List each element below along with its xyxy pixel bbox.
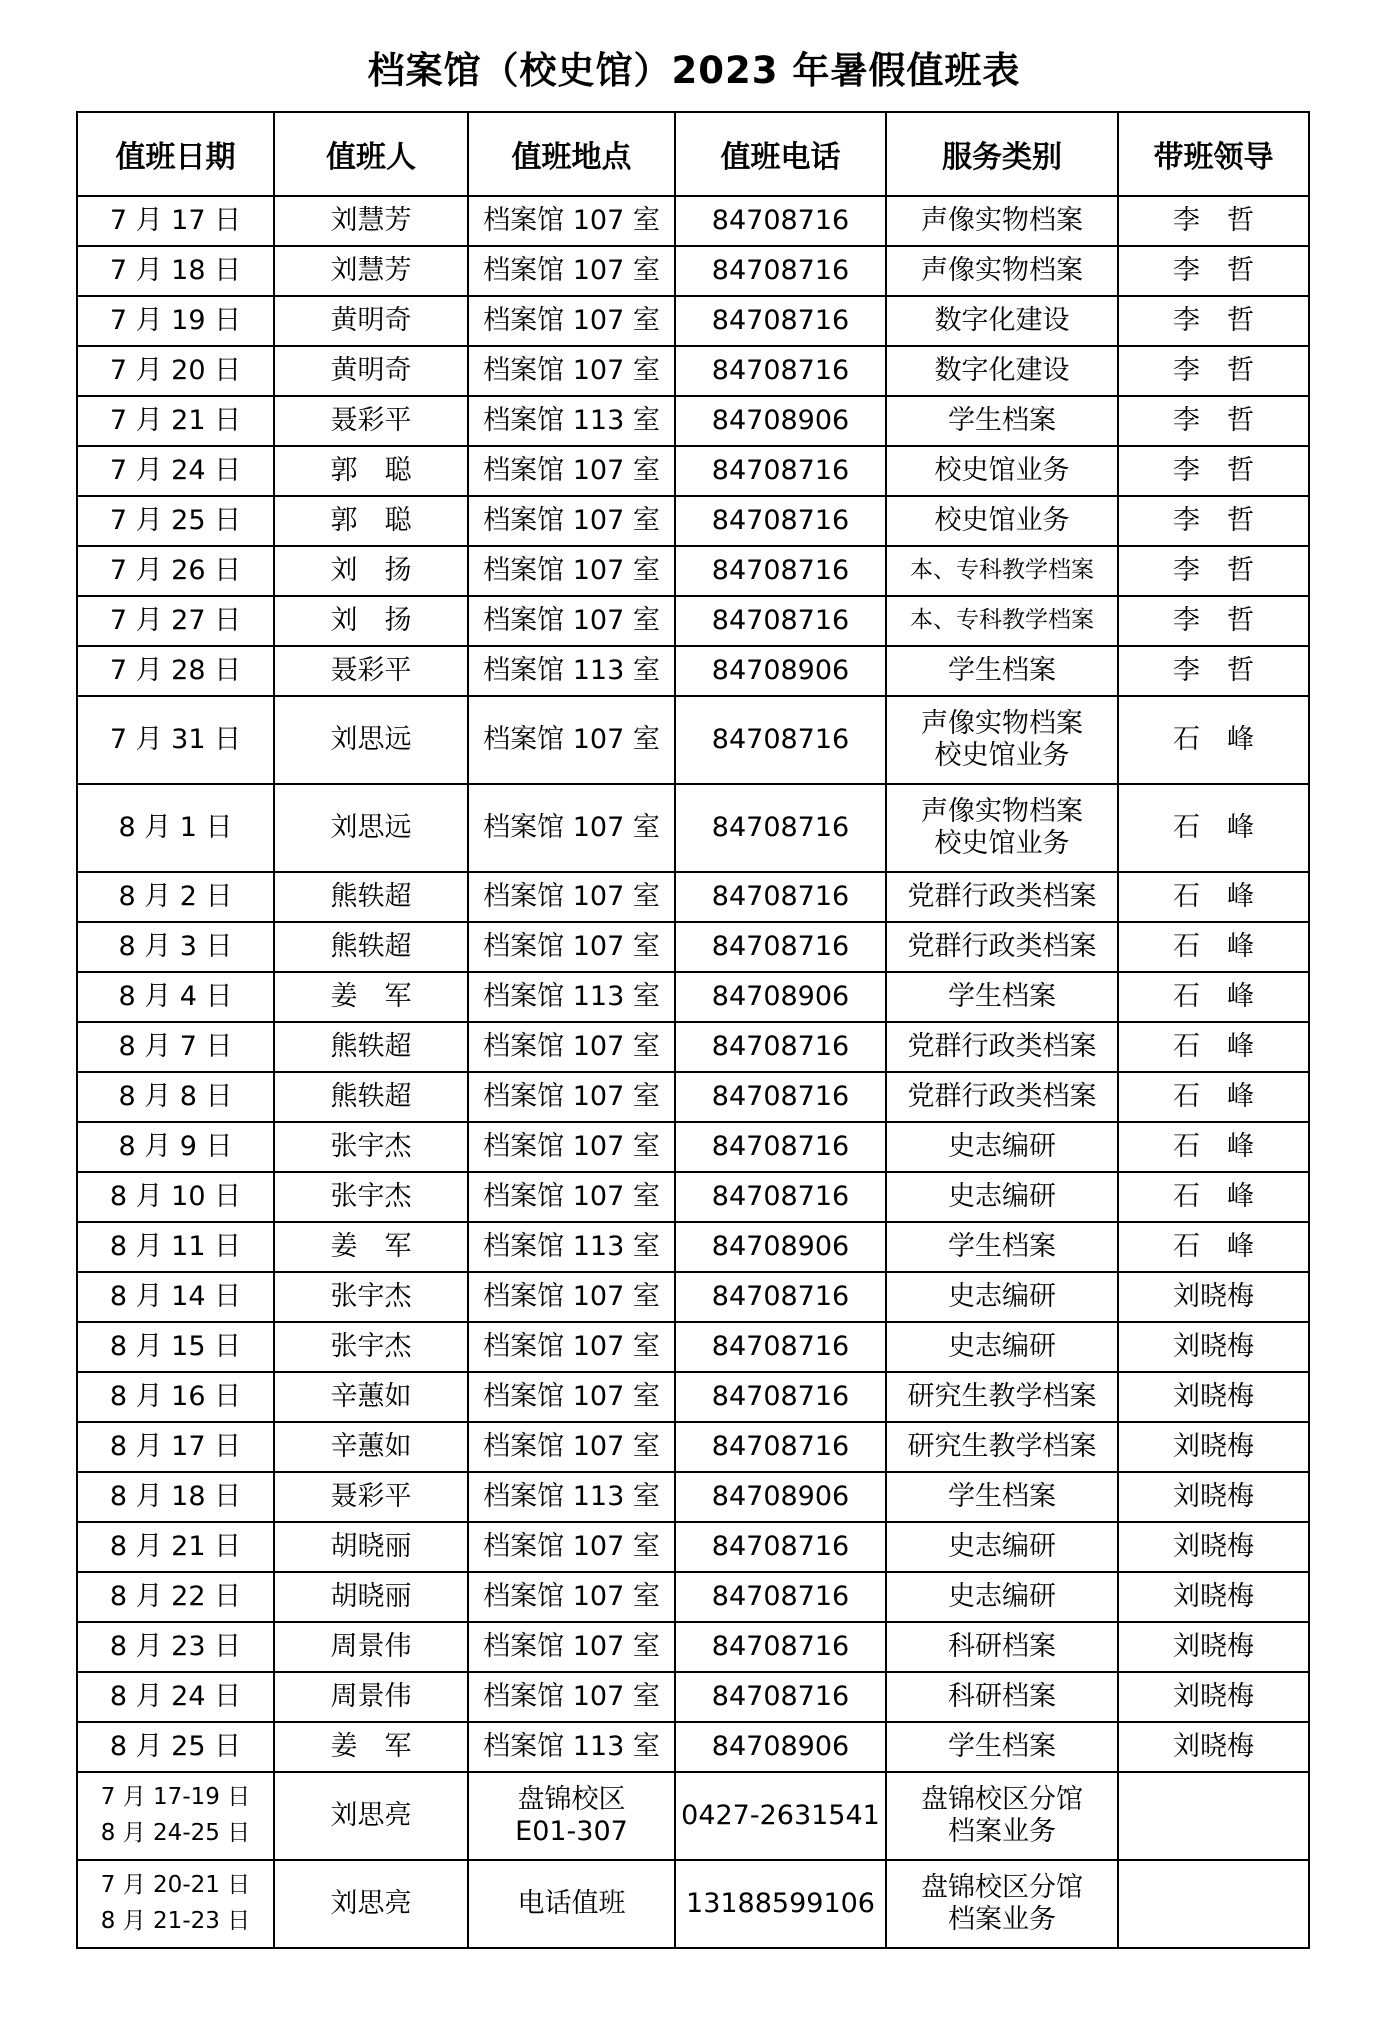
cell-category: 党群行政类档案 <box>886 872 1118 922</box>
cell-category: 学生档案 <box>886 396 1118 446</box>
cell-category: 党群行政类档案 <box>886 1022 1118 1072</box>
cell-location-line: 盘锦校区 <box>517 1784 626 1816</box>
table-row <box>77 1472 1309 1522</box>
cell-person: 姜 军 <box>274 972 468 1022</box>
cell-date: 8 月 10 日 <box>77 1172 274 1222</box>
cell-date: 8 月 2 日 <box>77 872 274 922</box>
header-leader: 带班领导 <box>1118 112 1309 196</box>
table-row <box>77 196 1309 246</box>
cell-location: 档案馆 107 室 <box>468 872 675 922</box>
cell-person: 熊轶超 <box>274 872 468 922</box>
cell-location: 电话值班 <box>468 1860 675 1948</box>
cell-location: 档案馆 107 室 <box>468 1672 675 1722</box>
cell-location: 档案馆 113 室 <box>468 972 675 1022</box>
cell-leader: 刘晓梅 <box>1118 1572 1309 1622</box>
cell-leader: 刘晓梅 <box>1118 1422 1309 1472</box>
cell-location: 档案馆 107 室 <box>468 1322 675 1372</box>
cell-category-line: 校史馆业务 <box>934 740 1070 771</box>
cell-category: 本、专科教学档案 <box>886 546 1118 596</box>
cell-person: 刘慧芳 <box>274 246 468 296</box>
cell-category: 校史馆业务 <box>886 446 1118 496</box>
cell-leader: 李 哲 <box>1118 646 1309 696</box>
header-location: 值班地点 <box>468 112 675 196</box>
cell-location: 档案馆 107 室 <box>468 1572 675 1622</box>
cell-category <box>886 1772 1118 1860</box>
cell-date: 7 月 26 日 <box>77 546 274 596</box>
cell-date-line: 7 月 17-19 日 <box>100 1784 251 1811</box>
cell-person: 刘 扬 <box>274 596 468 646</box>
cell-category: 学生档案 <box>886 972 1118 1022</box>
cell-phone: 0427-2631541 <box>675 1772 886 1860</box>
header-category: 服务类别 <box>886 112 1118 196</box>
cell-leader: 李 哲 <box>1118 496 1309 546</box>
table-header-row <box>77 112 1309 196</box>
cell-category: 史志编研 <box>886 1572 1118 1622</box>
cell-location: 档案馆 113 室 <box>468 1722 675 1772</box>
cell-location: 档案馆 107 室 <box>468 1372 675 1422</box>
cell-category: 史志编研 <box>886 1172 1118 1222</box>
cell-leader: 石 峰 <box>1118 1122 1309 1172</box>
table-row <box>77 1322 1309 1372</box>
cell-person: 刘 扬 <box>274 546 468 596</box>
cell-location: 档案馆 107 室 <box>468 446 675 496</box>
cell-phone: 84708716 <box>675 346 886 396</box>
table-row <box>77 972 1309 1022</box>
cell-phone: 84708716 <box>675 596 886 646</box>
cell-phone: 84708716 <box>675 196 886 246</box>
cell-leader: 李 哲 <box>1118 346 1309 396</box>
cell-person: 辛蕙如 <box>274 1422 468 1472</box>
cell-date: 8 月 17 日 <box>77 1422 274 1472</box>
table-row <box>77 1722 1309 1772</box>
cell-phone: 84708906 <box>675 646 886 696</box>
cell-category-line: 盘锦校区分馆 <box>921 1784 1083 1816</box>
cell-leader <box>1118 1860 1309 1948</box>
cell-location: 档案馆 107 室 <box>468 346 675 396</box>
table-row <box>77 646 1309 696</box>
cell-person: 周景伟 <box>274 1622 468 1672</box>
cell-date: 8 月 15 日 <box>77 1322 274 1372</box>
table-row <box>77 546 1309 596</box>
cell-location: 档案馆 107 室 <box>468 246 675 296</box>
cell-phone: 84708716 <box>675 872 886 922</box>
cell-leader: 刘晓梅 <box>1118 1322 1309 1372</box>
cell-category: 科研档案 <box>886 1672 1118 1722</box>
cell-phone: 84708906 <box>675 396 886 446</box>
cell-date: 7 月 24 日 <box>77 446 274 496</box>
cell-person: 黄明奇 <box>274 296 468 346</box>
cell-date: 7 月 18 日 <box>77 246 274 296</box>
cell-category: 学生档案 <box>886 1222 1118 1272</box>
cell-person: 刘思远 <box>274 784 468 872</box>
cell-date: 7 月 25 日 <box>77 496 274 546</box>
cell-category <box>886 696 1118 784</box>
table-row <box>77 1122 1309 1172</box>
cell-person: 熊轶超 <box>274 1022 468 1072</box>
cell-leader: 李 哲 <box>1118 446 1309 496</box>
cell-date-line: 7 月 20-21 日 <box>100 1872 251 1899</box>
cell-leader: 石 峰 <box>1118 696 1309 784</box>
cell-date: 8 月 24 日 <box>77 1672 274 1722</box>
cell-category-line: 档案业务 <box>948 1816 1056 1847</box>
cell-location: 档案馆 107 室 <box>468 1622 675 1672</box>
cell-date: 8 月 1 日 <box>77 784 274 872</box>
cell-location: 档案馆 107 室 <box>468 296 675 346</box>
cell-leader: 刘晓梅 <box>1118 1722 1309 1772</box>
cell-location: 档案馆 107 室 <box>468 1022 675 1072</box>
cell-phone: 84708716 <box>675 696 886 784</box>
cell-date-line: 8 月 24-25 日 <box>100 1820 251 1846</box>
cell-leader: 李 哲 <box>1118 546 1309 596</box>
cell-location <box>468 1772 675 1860</box>
cell-leader: 石 峰 <box>1118 1022 1309 1072</box>
cell-date: 8 月 18 日 <box>77 1472 274 1522</box>
cell-date: 8 月 14 日 <box>77 1272 274 1322</box>
cell-phone: 84708906 <box>675 1472 886 1522</box>
page-title: 档案馆（校史馆）2023 年暑假值班表 <box>367 49 1021 92</box>
cell-leader: 刘晓梅 <box>1118 1622 1309 1672</box>
cell-date: 8 月 21 日 <box>77 1522 274 1572</box>
cell-category: 声像实物档案 <box>886 246 1118 296</box>
cell-category: 声像实物档案 <box>886 196 1118 246</box>
duty-schedule-table <box>76 111 1310 1949</box>
cell-person: 刘思亮 <box>274 1772 468 1860</box>
cell-leader: 李 哲 <box>1118 246 1309 296</box>
cell-category-line: 校史馆业务 <box>934 828 1070 859</box>
cell-date: 8 月 11 日 <box>77 1222 274 1272</box>
cell-category: 科研档案 <box>886 1622 1118 1672</box>
cell-location: 档案馆 107 室 <box>468 596 675 646</box>
cell-person: 张宇杰 <box>274 1272 468 1322</box>
cell-location: 档案馆 107 室 <box>468 696 675 784</box>
cell-date: 8 月 8 日 <box>77 1072 274 1122</box>
cell-location: 档案馆 107 室 <box>468 1522 675 1572</box>
table-row <box>77 1572 1309 1622</box>
cell-phone: 84708716 <box>675 1672 886 1722</box>
cell-category-line: 声像实物档案 <box>921 796 1083 828</box>
table-row <box>77 296 1309 346</box>
cell-phone: 84708716 <box>675 1122 886 1172</box>
cell-leader: 刘晓梅 <box>1118 1672 1309 1722</box>
cell-location: 档案馆 113 室 <box>468 646 675 696</box>
cell-category: 史志编研 <box>886 1272 1118 1322</box>
cell-person: 姜 军 <box>274 1222 468 1272</box>
cell-category: 党群行政类档案 <box>886 922 1118 972</box>
cell-category: 学生档案 <box>886 1722 1118 1772</box>
cell-category: 研究生教学档案 <box>886 1422 1118 1472</box>
cell-location: 档案馆 113 室 <box>468 396 675 446</box>
cell-person: 郭 聪 <box>274 496 468 546</box>
cell-phone: 84708716 <box>675 1372 886 1422</box>
cell-leader: 李 哲 <box>1118 596 1309 646</box>
cell-location: 档案馆 107 室 <box>468 784 675 872</box>
table-row <box>77 396 1309 446</box>
cell-person: 周景伟 <box>274 1672 468 1722</box>
cell-leader: 李 哲 <box>1118 296 1309 346</box>
cell-date: 8 月 7 日 <box>77 1022 274 1072</box>
table-row <box>77 784 1309 872</box>
header-date: 值班日期 <box>77 112 274 196</box>
cell-category: 数字化建设 <box>886 346 1118 396</box>
cell-location: 档案馆 107 室 <box>468 1122 675 1172</box>
cell-leader: 石 峰 <box>1118 872 1309 922</box>
header-phone: 值班电话 <box>675 112 886 196</box>
cell-phone: 84708716 <box>675 784 886 872</box>
cell-category: 史志编研 <box>886 1122 1118 1172</box>
cell-phone: 84708906 <box>675 972 886 1022</box>
table-row <box>77 496 1309 546</box>
cell-location: 档案馆 107 室 <box>468 196 675 246</box>
table-row <box>77 872 1309 922</box>
table-row <box>77 1422 1309 1472</box>
cell-location: 档案馆 113 室 <box>468 1472 675 1522</box>
cell-person: 张宇杰 <box>274 1322 468 1372</box>
cell-category-line: 声像实物档案 <box>921 708 1083 740</box>
cell-leader: 石 峰 <box>1118 1072 1309 1122</box>
cell-person: 姜 军 <box>274 1722 468 1772</box>
header-person: 值班人 <box>274 112 468 196</box>
cell-category: 史志编研 <box>886 1322 1118 1372</box>
cell-date: 7 月 28 日 <box>77 646 274 696</box>
cell-date: 8 月 9 日 <box>77 1122 274 1172</box>
table-row <box>77 346 1309 396</box>
table-row <box>77 246 1309 296</box>
cell-category: 学生档案 <box>886 646 1118 696</box>
cell-location-line: E01-307 <box>515 1816 628 1847</box>
cell-phone: 84708716 <box>675 546 886 596</box>
table-row <box>77 446 1309 496</box>
cell-leader <box>1118 1772 1309 1860</box>
cell-category: 数字化建设 <box>886 296 1118 346</box>
cell-date: 7 月 21 日 <box>77 396 274 446</box>
cell-phone: 84708906 <box>675 1222 886 1272</box>
cell-location: 档案馆 107 室 <box>468 1422 675 1472</box>
cell-location: 档案馆 107 室 <box>468 922 675 972</box>
cell-person: 黄明奇 <box>274 346 468 396</box>
cell-date <box>77 1860 274 1948</box>
cell-person: 刘慧芳 <box>274 196 468 246</box>
cell-phone: 84708716 <box>675 446 886 496</box>
cell-date: 8 月 25 日 <box>77 1722 274 1772</box>
table-row <box>77 1222 1309 1272</box>
cell-date: 8 月 3 日 <box>77 922 274 972</box>
cell-date: 8 月 16 日 <box>77 1372 274 1422</box>
cell-phone: 84708716 <box>675 1322 886 1372</box>
table-row <box>77 1172 1309 1222</box>
cell-date: 7 月 20 日 <box>77 346 274 396</box>
cell-person: 刘思远 <box>274 696 468 784</box>
cell-phone: 84708716 <box>675 1172 886 1222</box>
cell-phone: 84708716 <box>675 246 886 296</box>
cell-person: 辛蕙如 <box>274 1372 468 1422</box>
cell-category: 史志编研 <box>886 1522 1118 1572</box>
cell-person: 胡晓丽 <box>274 1572 468 1622</box>
cell-leader: 李 哲 <box>1118 396 1309 446</box>
table-row <box>77 1022 1309 1072</box>
cell-date-line: 8 月 21-23 日 <box>100 1908 251 1934</box>
table-row <box>77 1772 1309 1860</box>
table-row <box>77 1672 1309 1722</box>
cell-leader: 石 峰 <box>1118 1222 1309 1272</box>
cell-leader: 石 峰 <box>1118 922 1309 972</box>
table-row <box>77 1522 1309 1572</box>
cell-location: 档案馆 107 室 <box>468 1172 675 1222</box>
cell-leader: 石 峰 <box>1118 1172 1309 1222</box>
cell-leader: 石 峰 <box>1118 784 1309 872</box>
cell-category: 校史馆业务 <box>886 496 1118 546</box>
cell-location: 档案馆 107 室 <box>468 1272 675 1322</box>
table-row <box>77 1072 1309 1122</box>
table-row <box>77 1860 1309 1948</box>
table-body <box>77 196 1309 1948</box>
cell-category <box>886 784 1118 872</box>
cell-date: 7 月 31 日 <box>77 696 274 784</box>
cell-date: 8 月 23 日 <box>77 1622 274 1672</box>
cell-person: 聂彩平 <box>274 646 468 696</box>
cell-category: 学生档案 <box>886 1472 1118 1522</box>
cell-category: 党群行政类档案 <box>886 1072 1118 1122</box>
cell-location: 档案馆 107 室 <box>468 496 675 546</box>
cell-leader: 刘晓梅 <box>1118 1272 1309 1322</box>
cell-category: 本、专科教学档案 <box>886 596 1118 646</box>
cell-category <box>886 1860 1118 1948</box>
cell-category-line: 盘锦校区分馆 <box>921 1872 1083 1904</box>
cell-phone: 84708716 <box>675 1522 886 1572</box>
cell-person: 熊轶超 <box>274 1072 468 1122</box>
cell-category: 研究生教学档案 <box>886 1372 1118 1422</box>
table-row <box>77 1272 1309 1322</box>
cell-phone: 84708716 <box>675 922 886 972</box>
cell-location: 档案馆 107 室 <box>468 546 675 596</box>
cell-person: 郭 聪 <box>274 446 468 496</box>
cell-phone: 84708906 <box>675 1722 886 1772</box>
cell-location: 档案馆 113 室 <box>468 1222 675 1272</box>
cell-leader: 刘晓梅 <box>1118 1472 1309 1522</box>
cell-phone: 84708716 <box>675 1072 886 1122</box>
cell-person: 聂彩平 <box>274 1472 468 1522</box>
table-row <box>77 596 1309 646</box>
cell-person: 张宇杰 <box>274 1122 468 1172</box>
table-row <box>77 1372 1309 1422</box>
cell-person: 熊轶超 <box>274 922 468 972</box>
cell-date: 7 月 19 日 <box>77 296 274 346</box>
cell-date <box>77 1772 274 1860</box>
cell-leader: 刘晓梅 <box>1118 1522 1309 1572</box>
cell-phone: 84708716 <box>675 1022 886 1072</box>
cell-location: 档案馆 107 室 <box>468 1072 675 1122</box>
cell-person: 刘思亮 <box>274 1860 468 1948</box>
cell-phone: 84708716 <box>675 496 886 546</box>
table-row <box>77 696 1309 784</box>
cell-date: 8 月 22 日 <box>77 1572 274 1622</box>
cell-leader: 石 峰 <box>1118 972 1309 1022</box>
cell-phone: 13188599106 <box>675 1860 886 1948</box>
table-row <box>77 1622 1309 1672</box>
cell-phone: 84708716 <box>675 1622 886 1672</box>
cell-leader: 李 哲 <box>1118 196 1309 246</box>
cell-date: 8 月 4 日 <box>77 972 274 1022</box>
cell-person: 胡晓丽 <box>274 1522 468 1572</box>
cell-person: 聂彩平 <box>274 396 468 446</box>
cell-phone: 84708716 <box>675 1422 886 1472</box>
cell-date: 7 月 27 日 <box>77 596 274 646</box>
cell-date: 7 月 17 日 <box>77 196 274 246</box>
cell-leader: 刘晓梅 <box>1118 1372 1309 1422</box>
cell-category-line: 档案业务 <box>948 1904 1056 1935</box>
table-row <box>77 922 1309 972</box>
cell-phone: 84708716 <box>675 1272 886 1322</box>
cell-phone: 84708716 <box>675 1572 886 1622</box>
cell-person: 张宇杰 <box>274 1172 468 1222</box>
cell-phone: 84708716 <box>675 296 886 346</box>
